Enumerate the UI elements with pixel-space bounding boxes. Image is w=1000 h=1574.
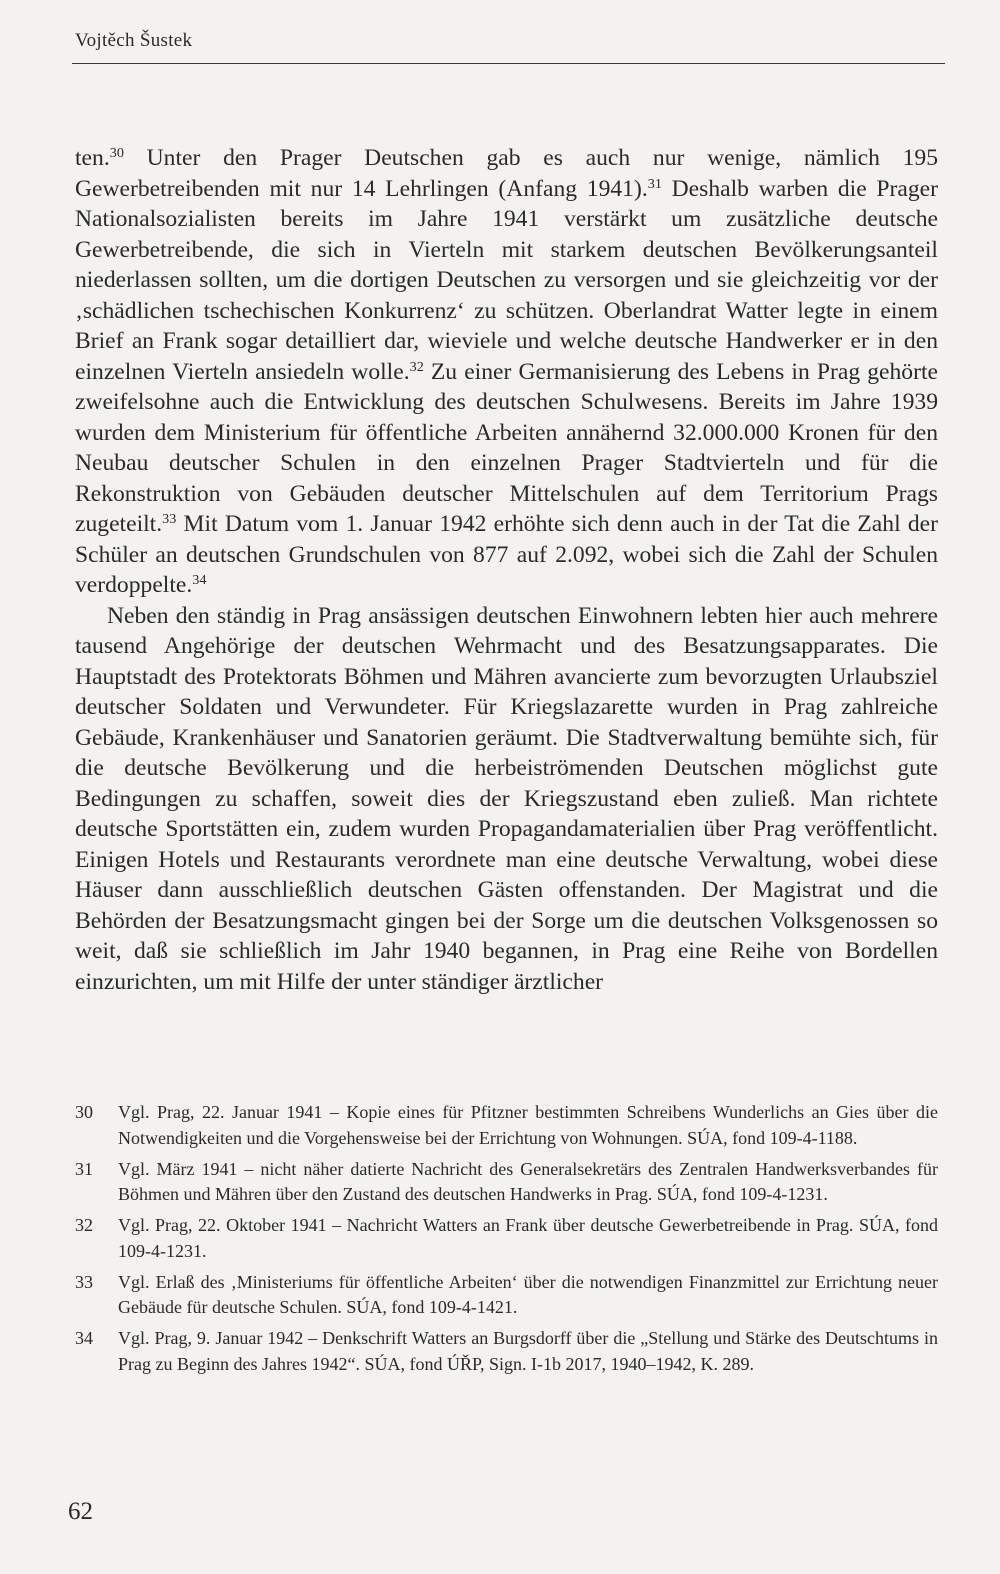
footnote-text: Vgl. Prag, 22. Januar 1941 – Kopie eines für Pfitzner bestimmten Schreibens Wunderlichs an Gies über die Notwendigkeiten und die Vorgehensweise bei der Errichtung von Wohnungen. SÚA, fond 109-4-1188. — [118, 1102, 938, 1148]
text-segment: Unter den Prager Deutschen gab es auch nur wenige, nämlich 195 Gewerbetreibenden mit nur 14 Lehrlingen (Anfang 1941). — [75, 145, 938, 202]
text-segment: Deshalb warben die Prager Nationalsozialisten bereits im Jahre 1941 verstärkt um zusätzliche deutsche Gewerbetreibende, die sich in Vierteln mit starkem deutschen Bevölkerungsanteil niederlassen sollten, um die dortigen Deutschen zu versorgen und sie gleichzeitig vor der ‚schädlichen tschechischen Konkurrenz‘ zu schützen. Oberlandrat Watter legte in einem Brief an Frank sogar detailliert dar, wieviele und welche deutsche Handwerker er in den einzelnen Vierteln ansiedeln wolle. — [75, 175, 938, 385]
footnote-number: 31 — [75, 1158, 93, 1179]
footnote-number: 32 — [75, 1215, 93, 1235]
body-paragraph — [75, 601, 938, 998]
footnote — [75, 1100, 938, 1151]
text-segment: Zu einer Germanisierung des Lebens in Prag gehörte zweifelsohne auch die Entwicklung des deutschen Schulwesens. Bereits im Jahre 1939 wurden dem Ministerium für öffentliche Arbeiten annähernd 32.000.000 Kronen für den Neubau deutscher Schulen in den einzelnen Prager Stadtvierteln und für die Rekonstruktion von Gebäuden deutscher Mittelschulen auf dem Territorium Prags zugeteilt. — [75, 358, 938, 537]
text-segment: ten. — [75, 145, 110, 171]
footnote-reference: 33 — [162, 511, 177, 528]
text-segment: Neben den ständig in Prag ansässigen deutschen Einwohnern lebten hier auch mehrere tausend Angehörige der deutschen Wehrmacht und des Besatzungsapparates. Die Hauptstadt des Protektorats Böhmen und Mähren avancierte zum bevorzugten Urlaubsziel deutscher Soldaten und Verwundeter. Für Kriegslazarette wurden in Prag zahlreiche Gebäude, Krankenhäuser und Sanatorien geräumt. Die Stadtverwaltung bemühte sich, für die deutsche Bevölkerung und die herbeiströmenden Deutschen möglichst gute Bedingungen zu schaffen, soweit dies der Kriegszustand eben zuließ. Man richtete deutsche Sportstätten ein, zudem wurden Propagandamaterialien über Prag veröffentlicht. Einigen Hotels und Restaurants verordnete man eine deutsche Verwaltung, wobei diese Häuser dann ausschließlich deutschen Gästen offenstanden. Der Magistrat und die Behörden der Besatzungsmacht gingen bei der Sorge um die deutschen Volksgenossen so weit, daß sie schließlich im Jahr 1940 begannen, in Prag eine Reihe von Bordellen einzurichten, um mit Hilfe der unter ständiger ärztlicher — [75, 602, 938, 995]
running-head: Vojtěch Šustek — [75, 30, 193, 51]
footnote-text: Vgl. Prag, 9. Januar 1942 – Denkschrift Watters an Burgsdorff über die „Stellung und Stärke des Deutschtums in Prag zu Beginn des Jahres 1942“. SÚA, fond ÚŘP, Sign. I-1b 2017, 1940–1942, K. 289. — [118, 1328, 938, 1374]
footnote-number: 33 — [75, 1271, 93, 1292]
body-paragraph — [75, 143, 938, 601]
footnote-reference: 30 — [109, 145, 124, 162]
footnote — [75, 1326, 938, 1377]
footnote-text: Vgl. März 1941 – nicht näher datierte Nachricht des Generalsekretärs des Zentralen Handwerksverbandes für Böhmen und Mähren über den Zustand des deutschen Handwerks in Prag. SÚA, fond 109-4-1231. — [118, 1158, 938, 1204]
page-number: 62 — [68, 1498, 93, 1525]
footnote-number: 34 — [75, 1328, 93, 1348]
main-text — [75, 143, 938, 997]
footnote-text: Vgl. Prag, 22. Oktober 1941 – Nachricht Watters an Frank über deutsche Gewerbetreibende in Prag. SÚA, fond 109-4-1231. — [118, 1215, 938, 1261]
footnote-text: Vgl. Erlaß des ‚Ministeriums für öffentliche Arbeiten‘ über die notwendigen Finanzmittel zur Errichtung neuer Gebäude für deutsche Schulen. SÚA, fond 109-4-1421. — [118, 1271, 938, 1317]
footnote-reference: 31 — [647, 175, 662, 192]
footnote-number: 30 — [75, 1102, 93, 1122]
footnote — [75, 1157, 938, 1208]
text-segment: Mit Datum vom 1. Januar 1942 erhöhte sich denn auch in der Tat die Zahl der Schüler an deutschen Grundschulen von 877 auf 2.092, wobei sich die Zahl der Schulen verdoppelte. — [75, 511, 938, 598]
footnote-reference: 32 — [409, 358, 424, 375]
footnote — [75, 1213, 938, 1264]
footnote — [75, 1270, 938, 1321]
footnotes — [75, 1100, 938, 1383]
footnote-reference: 34 — [192, 572, 207, 589]
header-rule — [72, 63, 945, 64]
